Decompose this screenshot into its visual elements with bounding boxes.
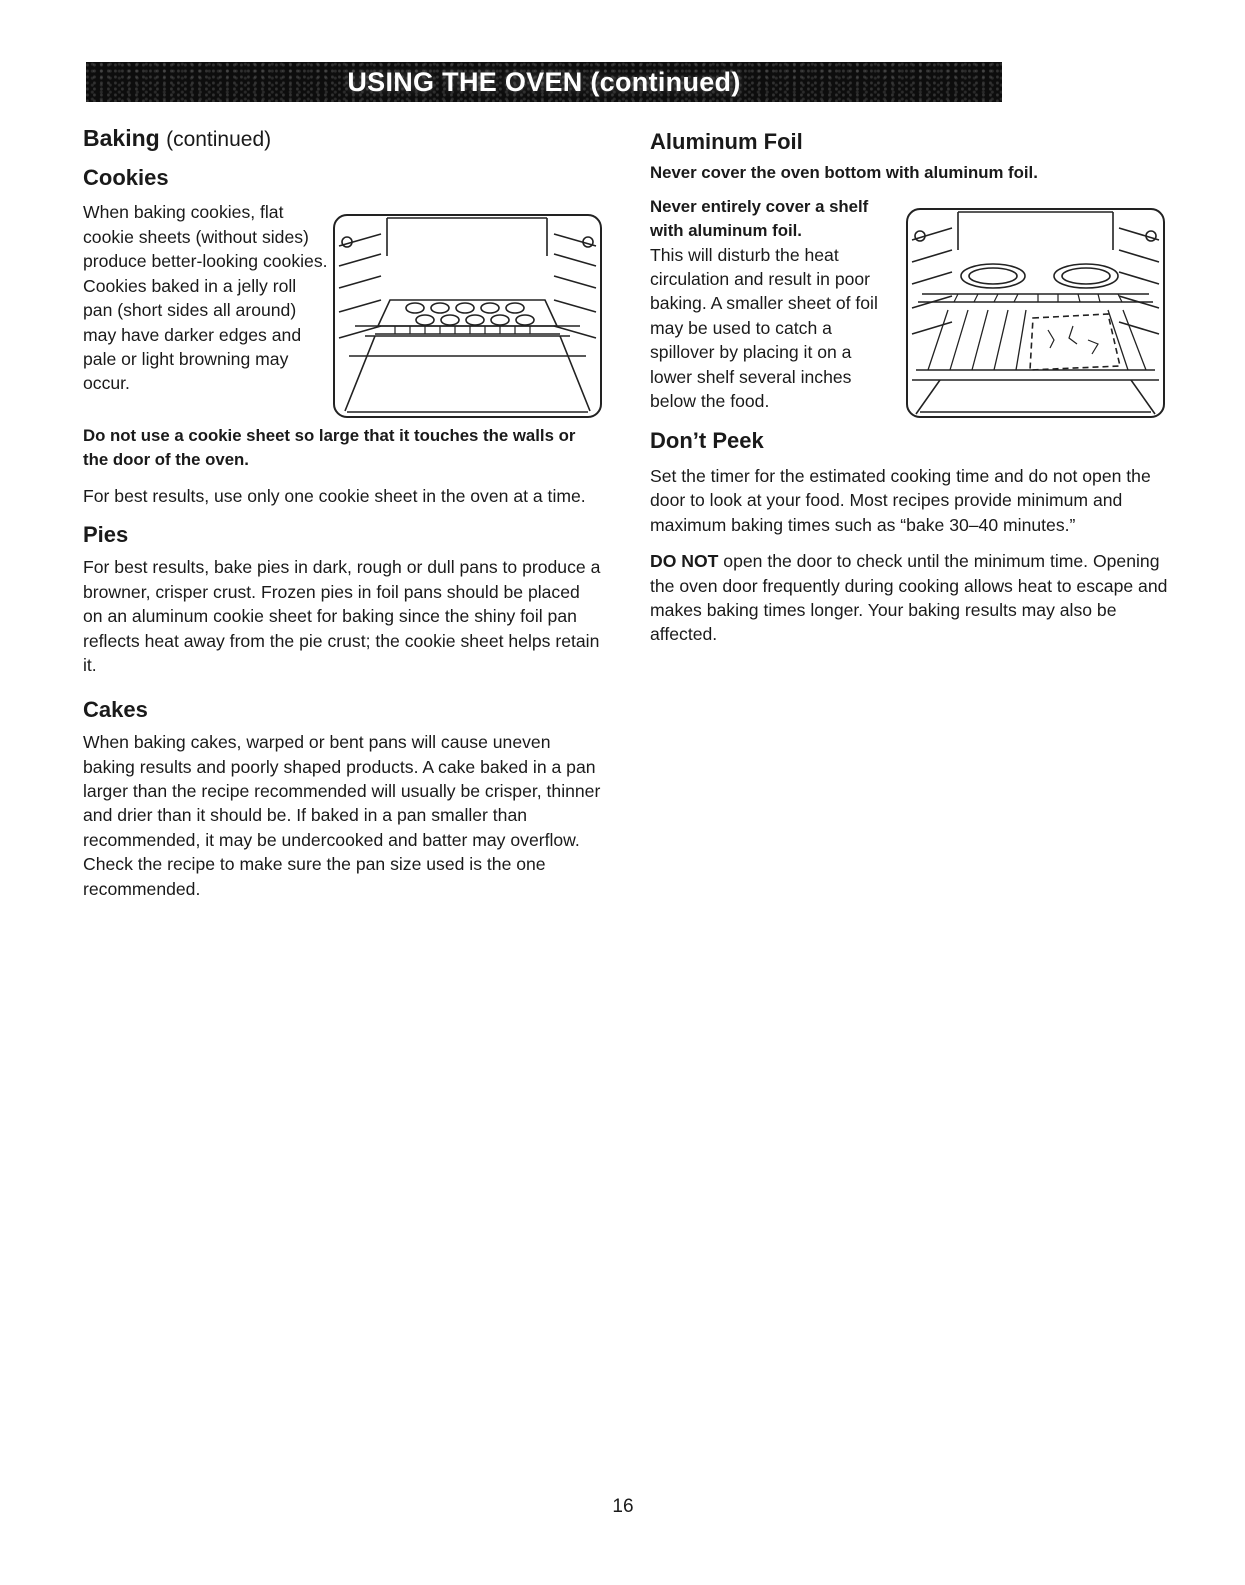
cookie-sheet-oven-illustration [333,214,602,418]
pies-body: For best results, bake pies in dark, rough or dull pans to produce a browner, crisper crust. Frozen pies in foil pans should be placed on an aluminum cookie sheet for baking since the shiny foil pan reflects heat away from the pie crust; the cookie sheet helps retain it. [83,557,601,676]
foil-warning: Never cover the oven bottom with aluminum foil. [650,162,1038,182]
cakes-heading: Cakes [83,696,148,722]
peek-do-not: DO NOT [650,551,719,572]
peek-body-2-text: open the door to check until the minimum time. Opening the oven door frequently during cooking allows heat to escape and makes baking times longer. Your baking results may also be affected. [650,551,1168,645]
oven-rack-foil-icon [908,210,1163,416]
cookies-tip: For best results, use only one cookie sheet in the oven at a time. [83,486,586,507]
peek-body-2 [650,549,1170,647]
section-banner [86,62,1002,102]
foil-heading: Aluminum Foil [650,129,803,154]
foil-lead: Never entirely cover a shelf with aluminum foil. [650,196,869,240]
pies-heading: Pies [83,521,129,547]
foil-body: This will disturb the heat circulation and result in poor baking. A smaller sheet of foil may be used to catch a spillover by placing it on a lower shelf several inches below the food. [650,244,878,412]
baking-heading [83,124,603,154]
cakes-body: When baking cakes, warped or bent pans will cause uneven baking results and poorly shaped products. A cake baked in a pan larger than the recipe recommended will usually be crisper, thinner and drier than it should be. If baked in a pan smaller than recommended, it may be undercooked and batter may overflow. Check the recipe to make sure the pan size used is the one recommended. [83,732,601,899]
baking-title: Baking [83,125,160,151]
peek-body-1: Set the timer for the estimated cooking time and do not open the door to look at your food. Most recipes provide minimum and maximum baking times such as “bake 30–40 minutes.” [650,466,1151,535]
banner-title: USING THE OVEN (continued) [347,66,741,97]
page-number: 16 [612,1496,634,1517]
peek-heading: Don’t Peek [650,428,764,454]
cookies-heading: Cookies [83,164,169,190]
cookies-body: When baking cookies, flat cookie sheets (without sides) produce better-looking cookies. Cookies baked in a jelly roll pan (short sides all around) may have darker edges and pale or light browning may occur. [83,202,328,394]
oven-rack-cookies-icon [335,216,600,416]
cookies-warning: Do not use a cookie sheet so large that it touches the walls or the door of the oven. [83,426,576,470]
foil-oven-illustration [906,208,1165,418]
baking-suffix: (continued) [166,128,272,151]
